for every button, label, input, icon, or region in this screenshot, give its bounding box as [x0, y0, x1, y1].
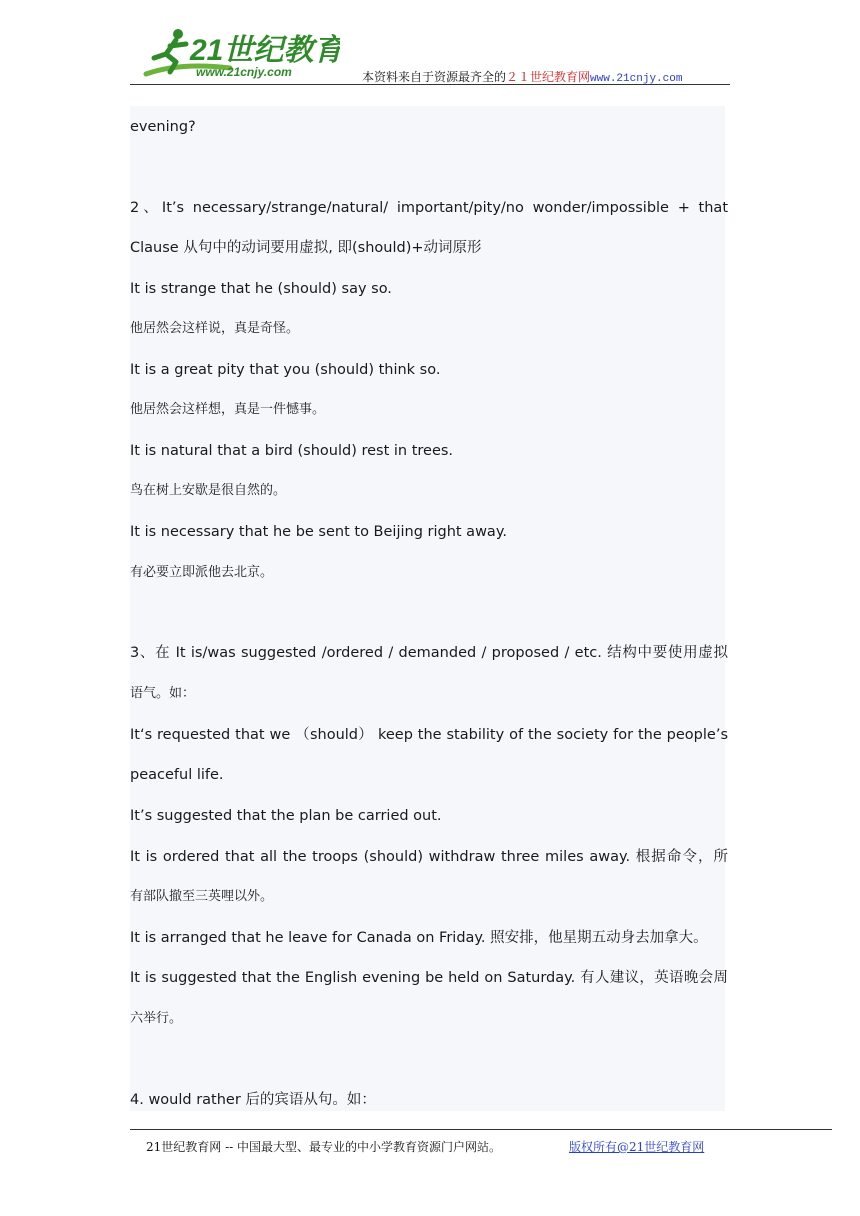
text-line: 语气。如： [130, 686, 196, 701]
text-line: peaceful life. [130, 767, 224, 783]
text-line: 六举行。 [130, 1011, 183, 1026]
logo-text: 21世纪教育 [190, 34, 340, 67]
text-line: It is a great pity that you (should) think so. [130, 362, 441, 378]
text-line: It is strange that he (should) say so. [130, 281, 392, 297]
text-line: It is necessary that he be sent to Beijing right away. [130, 524, 507, 540]
text-line: It’s suggested that the plan be carried out. [130, 808, 442, 824]
text-line: It is arranged that he leave for Canada on Friday. 照安排，他星期五动身去加拿大。 [130, 930, 708, 946]
copyright-link[interactable]: 版权所有@21世纪教育网 [569, 1140, 705, 1154]
source-name: ２１世纪教育网 [506, 70, 591, 84]
logo-url: www.21cnjy.com [196, 65, 292, 79]
text-line: 有必要立即派他去北京。 [130, 565, 274, 580]
text-line: 鸟在树上安歇是很自然的。 [130, 483, 287, 498]
header-source-note [362, 68, 682, 85]
runner-logo-icon [140, 24, 340, 84]
text-line: It is suggested that the English evening be held on Saturday. 有人建议，英语晚会周 [130, 970, 728, 986]
source-prefix: 本资料来自于资源最齐全的 [362, 70, 507, 84]
text-line: It is natural that a bird (should) rest in trees. [130, 443, 454, 459]
text-line: Clause 从句中的动词要用虚拟, 即(should)+动词原形 [130, 240, 482, 256]
text-line: evening? [130, 119, 196, 135]
text-line: 4. would rather 后的宾语从句。如： [130, 1092, 376, 1108]
footer-text: 21世纪教育网 -- 中国最大型、最专业的中小学教育资源门户网站。 [146, 1140, 502, 1154]
text-line: 他居然会这样想，真是一件憾事。 [130, 402, 326, 417]
footer-divider [130, 1129, 832, 1130]
text-line: It‘s requested that we （should） keep the stability of the society for the people’s [130, 727, 728, 743]
text-line: 有部队撤至三英哩以外。 [130, 889, 274, 904]
text-line: 2、It’s necessary/strange/natural/ important/pity/no wonder/impossible + that [130, 200, 728, 216]
site-logo [140, 24, 340, 84]
text-line: 他居然会这样说，真是奇怪。 [130, 321, 300, 336]
header-divider [130, 84, 730, 85]
text-line: 3、在 It is/was suggested /ordered / demanded / proposed / etc. 结构中要使用虚拟 [130, 645, 728, 661]
source-url-link[interactable]: www.21cnjy.com [590, 73, 683, 85]
text-line: It is ordered that all the troops (should) withdraw three miles away. 根据命令，所 [130, 849, 728, 865]
